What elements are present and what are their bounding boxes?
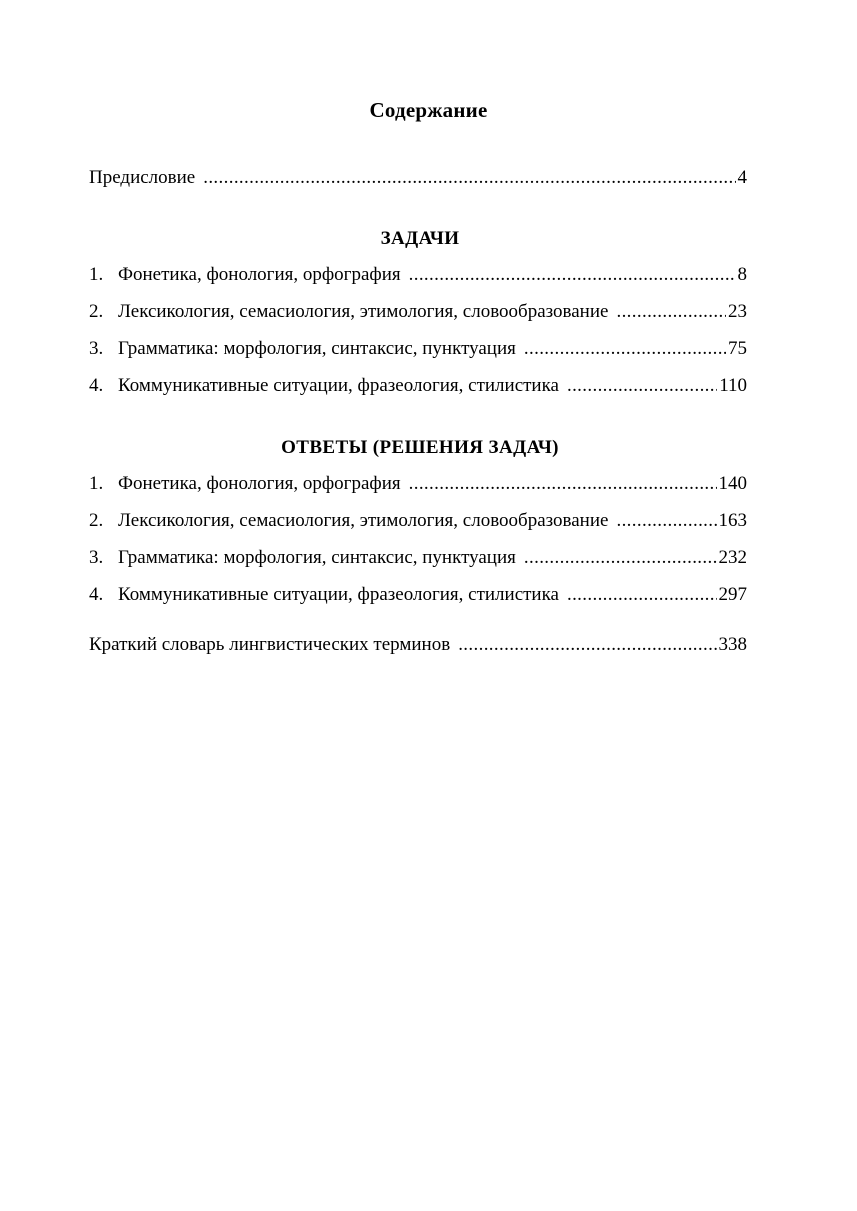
toc-entry-page: 75: [728, 338, 747, 359]
toc-entry-number: 2.: [89, 301, 104, 322]
toc-entry-tasks-1[interactable]: [89, 262, 747, 288]
toc-entry-label: Краткий словарь лингвистических терминов: [89, 634, 451, 655]
toc-entry-number: 4.: [89, 584, 104, 605]
toc-entry-number: 4.: [89, 375, 104, 396]
section-heading-answers: ОТВЕТЫ (РЕШЕНИЯ ЗАДАЧ): [281, 437, 559, 458]
toc-entry-answers-1[interactable]: [89, 471, 747, 497]
section-heading-tasks: ЗАДАЧИ: [380, 228, 460, 249]
toc-entry-label: Фонетика, фонология, орфография: [118, 264, 401, 285]
toc-entry-label: Лексикология, семасиология, этимология, словообразование: [118, 301, 609, 322]
dot-leader: [409, 262, 736, 288]
toc-entry-label: Предисловие: [89, 167, 196, 188]
dot-leader: [524, 545, 717, 571]
toc-entry-page: 232: [718, 547, 747, 568]
dot-leader: [567, 582, 717, 608]
toc-entry-label: Фонетика, фонология, орфография: [118, 473, 401, 494]
toc-entry-answers-4[interactable]: [89, 582, 747, 608]
toc-entry-label: Лексикология, семасиология, этимология, словообразование: [118, 510, 609, 531]
toc-entry-page: 163: [718, 510, 747, 531]
toc-entry-answers-3[interactable]: [89, 545, 747, 571]
toc-entry-tasks-2[interactable]: [89, 299, 747, 325]
toc-entry-label: Грамматика: морфология, синтаксис, пунктуация: [118, 338, 516, 359]
dot-leader: [616, 508, 716, 534]
toc-entry-page: 338: [718, 634, 747, 655]
toc-entry-tasks-3[interactable]: [89, 336, 747, 362]
toc-entry-answers-2[interactable]: [89, 508, 747, 534]
toc-entry-number: 1.: [89, 473, 104, 494]
toc-entry-glossary[interactable]: [89, 632, 747, 658]
dot-leader: [616, 299, 726, 325]
toc-entry-number: 2.: [89, 510, 104, 531]
dot-leader: [203, 165, 735, 191]
toc-entry-page: 297: [718, 584, 747, 605]
toc-entry-label: Коммуникативные ситуации, фразеология, стилистика: [118, 584, 559, 605]
dot-leader: [409, 471, 717, 497]
toc-entry-number: 3.: [89, 338, 104, 359]
toc-entry-page: 4: [737, 167, 747, 188]
toc-entry-page: 23: [728, 301, 747, 322]
toc-entry-number: 1.: [89, 264, 104, 285]
toc-entry-label: Коммуникативные ситуации, фразеология, стилистика: [118, 375, 559, 396]
toc-entry-tasks-4[interactable]: [89, 373, 747, 399]
toc-entry-preface[interactable]: [89, 165, 747, 191]
dot-leader: [567, 373, 717, 399]
toc-entry-page: 140: [718, 473, 747, 494]
dot-leader: [524, 336, 726, 362]
toc-entry-page: 8: [737, 264, 747, 285]
toc-entry-page: 110: [719, 375, 747, 396]
dot-leader: [458, 632, 716, 658]
toc-entry-label: Грамматика: морфология, синтаксис, пунктуация: [118, 547, 516, 568]
toc-entry-number: 3.: [89, 547, 104, 568]
page-title: Содержание: [369, 98, 488, 122]
